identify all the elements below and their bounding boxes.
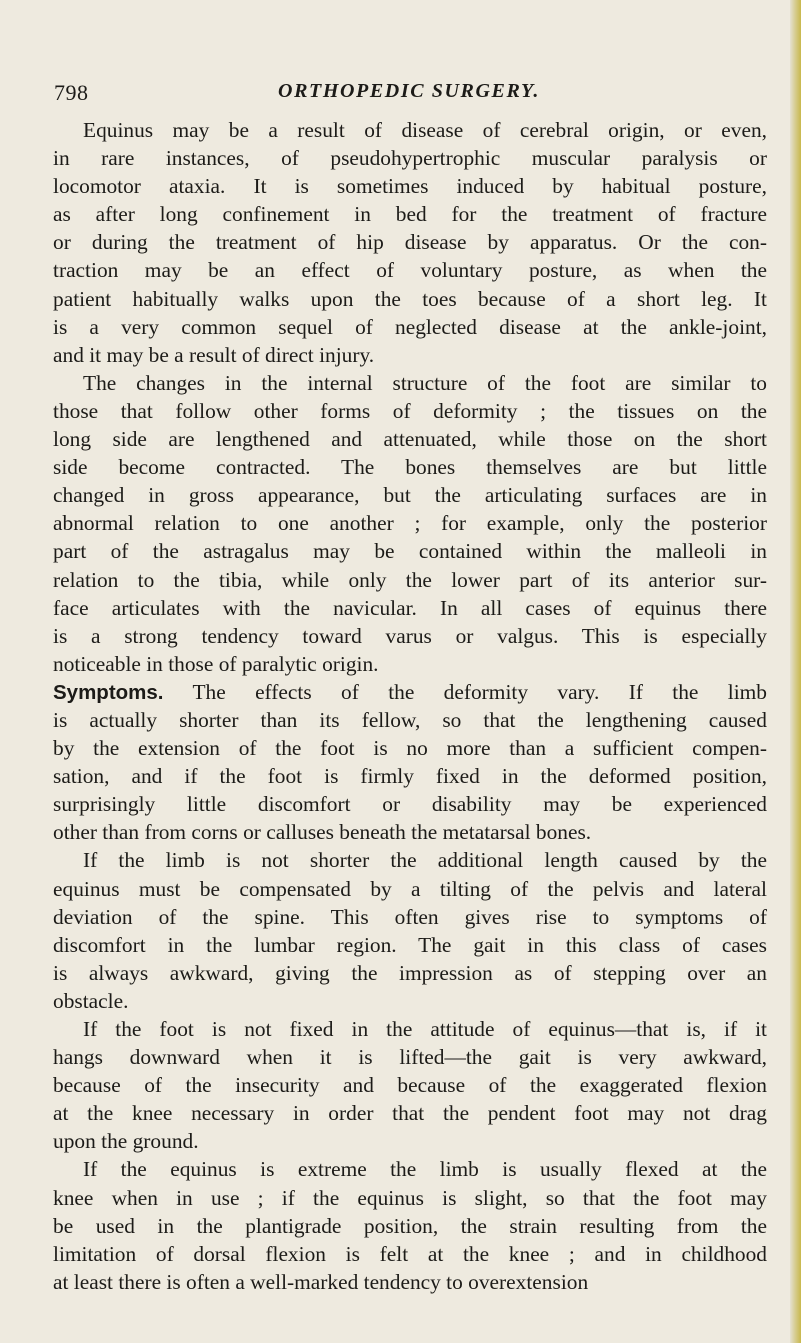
text-line: noticeable in those of paralytic origin. xyxy=(53,651,379,676)
text-line: long side are lengthened and attenuated, while those on the short xyxy=(53,427,767,452)
text-line: as after long confinement in bed for the treatment of fracture xyxy=(53,202,767,227)
body-text xyxy=(53,116,767,1296)
text-line: deviation of the spine. This often gives rise to symptoms of xyxy=(53,904,767,929)
text-line: face articulates with the navicular. In all cases of equinus there xyxy=(53,595,767,620)
text-line: because of the insecurity and because of the exaggerated flexion xyxy=(53,1073,767,1098)
text-line: Equinus may be a result of disease of cerebral origin, or even, xyxy=(83,118,767,142)
text-line: If the equinus is extreme the limb is usually flexed at the xyxy=(83,1157,767,1182)
text-line: obstacle. xyxy=(53,988,129,1013)
text-line: abnormal relation to one another ; for example, only the posterior xyxy=(53,511,767,536)
text-line: If the foot is not fixed in the attitude of equinus—that is, if it xyxy=(83,1017,767,1041)
text-line xyxy=(53,678,767,706)
text-line: and it may be a result of direct injury. xyxy=(53,342,375,367)
text-line: or during the treatment of hip disease by apparatus. Or the con- xyxy=(53,230,767,255)
text-line: equinus must be compensated by a tilting of the pelvis and lateral xyxy=(53,876,767,901)
text-line: upon the ground. xyxy=(53,1129,199,1154)
page-number: 798 xyxy=(54,80,89,105)
text-line: If the limb is not shorter the additional length caused by the xyxy=(83,848,767,873)
text-line: by the extension of the foot is no more than a sufficient compen- xyxy=(53,736,767,761)
running-head: ORTHOPEDIC SURGERY. xyxy=(278,80,540,102)
text-line: is a strong tendency toward varus or valgus. This is especially xyxy=(53,623,767,648)
page-header xyxy=(54,80,764,108)
text-line: traction may be an effect of voluntary posture, as when the xyxy=(53,258,767,283)
text-line: relation to the tibia, while only the lower part of its anterior sur- xyxy=(53,567,767,592)
text-line: sation, and if the foot is firmly fixed in the deformed position, xyxy=(53,764,767,789)
text-line: be used in the plantigrade position, the strain resulting from the xyxy=(53,1213,767,1238)
text-line: is always awkward, giving the impression as of stepping over an xyxy=(53,960,767,985)
text-line: changed in gross appearance, but the articulating surfaces are in xyxy=(53,483,767,508)
text-line: limitation of dorsal flexion is felt at the knee ; and in childhood xyxy=(53,1241,767,1266)
text-line: hangs downward when it is lifted—the gait is very awkward, xyxy=(53,1045,767,1070)
text-line: is actually shorter than its fellow, so that the lengthening caused xyxy=(53,707,767,732)
text-line: locomotor ataxia. It is sometimes induced by habitual posture, xyxy=(53,174,767,199)
text-line: at least there is often a well-marked tendency to overextension xyxy=(53,1269,589,1294)
text-line: The changes in the internal structure of the foot are similar to xyxy=(83,370,767,395)
text-line: knee when in use ; if the equinus is slight, so that the foot may xyxy=(53,1185,767,1210)
text-line: other than from corns or calluses beneath the metatarsal bones. xyxy=(53,820,592,845)
text-line: patient habitually walks upon the toes because of a short leg. It xyxy=(53,286,767,311)
text-run: The effects of the deformity vary. If the limb xyxy=(163,679,767,704)
text-line: side become contracted. The bones themselves are but little xyxy=(53,455,767,480)
text-line: at the knee necessary in order that the pendent foot may not drag xyxy=(53,1101,767,1126)
text-line: is a very common sequel of neglected disease at the ankle-joint, xyxy=(53,314,767,339)
page-edge-binding xyxy=(790,0,801,1343)
text-line: discomfort in the lumbar region. The gait in this class of cases xyxy=(53,932,767,957)
text-line: surprisingly little discomfort or disability may be experienced xyxy=(53,792,767,817)
text-line: in rare instances, of pseudohypertrophic muscular paralysis or xyxy=(53,146,767,171)
section-heading-symptoms: Symptoms. xyxy=(53,680,164,704)
text-line: those that follow other forms of deformity ; the tissues on the xyxy=(53,398,767,423)
text-line: part of the astragalus may be contained within the malleoli in xyxy=(53,539,767,564)
